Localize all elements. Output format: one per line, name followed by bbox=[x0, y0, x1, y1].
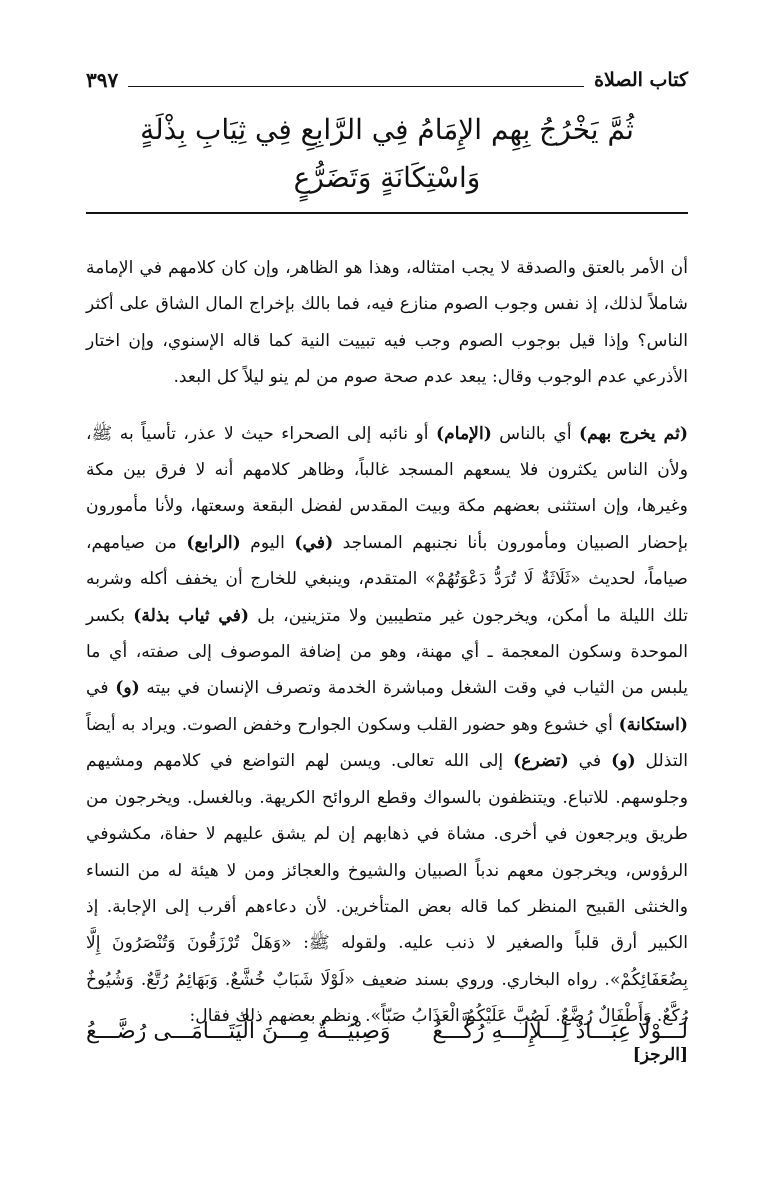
paragraph-2 bbox=[86, 416, 688, 1035]
text-run: من صيامهم، صياماً، لحديث «ثَلَاثَةٌ لَا تُرَدُّ دَعْوَتُهُمْ» المتقدم، وينبغي للخارج أن يخفف أكله وشربه تلك الليلة ما أمكن، ويخرجون غير متطيبين ولا متزينين، بل bbox=[86, 532, 688, 626]
matn-quote: (ثم يخرج بهم) bbox=[579, 423, 688, 444]
page bbox=[86, 62, 688, 1073]
matn-quote: (تضرع) bbox=[513, 751, 569, 772]
running-header bbox=[86, 62, 688, 98]
text-run: في bbox=[568, 751, 612, 772]
book-title: كتاب الصلاة bbox=[594, 69, 688, 91]
text-run: أو نائبه إلى الصحراء حيث لا عذر، تأسياً به ﷺ، ولأن الناس يكثرون فلا يسعهم المسجد غالباً، وظاهر كلامهم أنه لا فرق بين مكة وغيرها، وإن استثنى بعضهم مكة وبيت المقدس لفضل البقعة وسعتها، ولأنا مأمورون بإحضار الصبيان ومأمورون بأنا نجنبهم المساجد bbox=[86, 423, 688, 553]
matn-quote: (و) bbox=[115, 678, 140, 699]
matn-quote: (و) bbox=[611, 751, 636, 772]
matn-quote: (الإمام) bbox=[435, 423, 492, 444]
matn-quote: (في ثياب بذلة) bbox=[133, 605, 250, 626]
paragraph-1: أن الأمر بالعتق والصدقة لا يجب امتثاله، وهذا هو الظاهر، وإن كان كلامهم في الإمامة شاملاً لذلك، إذ نفس وجوب الصوم منازع فيه، فما بالك بإخراج المال الشاق على أكثر الناس؟ وإذا قيل بوجوب الصوم وجب فيه تبييت النية كما قاله الإسنوي، وإن اختار الأذرعي عدم الوجوب وقال: يبعد عدم صحة صوم من لم ينو ليلاً كل البعد. bbox=[86, 258, 688, 388]
text-run: أي بالناس bbox=[491, 423, 580, 444]
text-run: بكسر الموحدة وسكون المعجمة ـ أي مهنة، وهو من إضافة الموصوف إلى صفته، أي ما يلبس من الثياب في وقت الشغل ومباشرة الخدمة وتصرف الإنسان في بيته bbox=[86, 605, 688, 699]
commentary-body bbox=[86, 250, 688, 1073]
text-run: أي خشوع وهو حضور القلب وسكون الجوارح وخفض الصوت. ويراد به أيضاً التذلل bbox=[86, 714, 689, 772]
matn-quote: (الرابع) bbox=[186, 532, 241, 553]
poem-verse bbox=[86, 1012, 688, 1052]
matn-quote: (في) bbox=[294, 532, 334, 553]
page-number: ٣٩٧ bbox=[86, 68, 119, 92]
matn-quote: (استكانة) bbox=[618, 714, 688, 735]
matn-heading: ثُمَّ يَخْرُجُ بِهِم الإِمَامُ فِي الرَّابِعِ فِي ثِيَابِ بِذْلَةٍ وَاسْتِكَانَةٍ وَتَضَرُّعٍ bbox=[86, 106, 688, 214]
verse-first-hemistich: لَـــوْلَا عِبَـــادٌ لِـــلإِلَـــهِ رُكَّـــعُ bbox=[432, 1019, 688, 1044]
header-rule bbox=[128, 86, 584, 87]
text-run: إلى الله تعالى. ويسن لهم التواضع في كلامهم ومشيهم وجلوسهم. للاتباع. ويتنظفون بالسواك وقطع الروائح الكريهة. وبالغسل. ويخرجون من طريق ويرجعون في أخرى. مشاة في ذهابهم إن لم يشق عليهم لا حفاة، مكشوفي الرؤوس، ويخرجون معهم ندباً الصبيان والشيوخ والعجائز ومن لا هيئة له من النساء والخنثى القبيح المنظر كما قاله بعض المتأخرين. لأن دعاءهم أقرب إلى الإجابة. إذ الكبير أرق قلباً والصغير لا ذنب عليه. ولقوله ﷺ: «وَهَلْ تُرْزَقُونَ وَتُنْصَرُونَ إِلَّا بِضُعَفَائِكُمْ». رواه البخاري. وروي بسند ضعيف «لَوْلَا شَبَابٌ خُشَّعٌ. وَبَهَائِمُ رُتَّعٌ. وَشُيُوخٌ رُكَّعٌ. وَأَطْفَالٌ رُضَّعٌ. لَصُبَّ عَلَيْكُمُ الْعَذَابُ صَبّاً». ونظم بعضهم ذلك فقال: bbox=[86, 751, 688, 1027]
poem-meter: [الرجز] bbox=[632, 1044, 688, 1065]
text-run: في bbox=[86, 678, 116, 699]
text-run: اليوم bbox=[240, 532, 295, 553]
verse-second-hemistich: وَصِبْيَـــةٌ مِـــنَ الْيَتَـــامَـــى رُضَّـــعُ bbox=[86, 1019, 391, 1044]
